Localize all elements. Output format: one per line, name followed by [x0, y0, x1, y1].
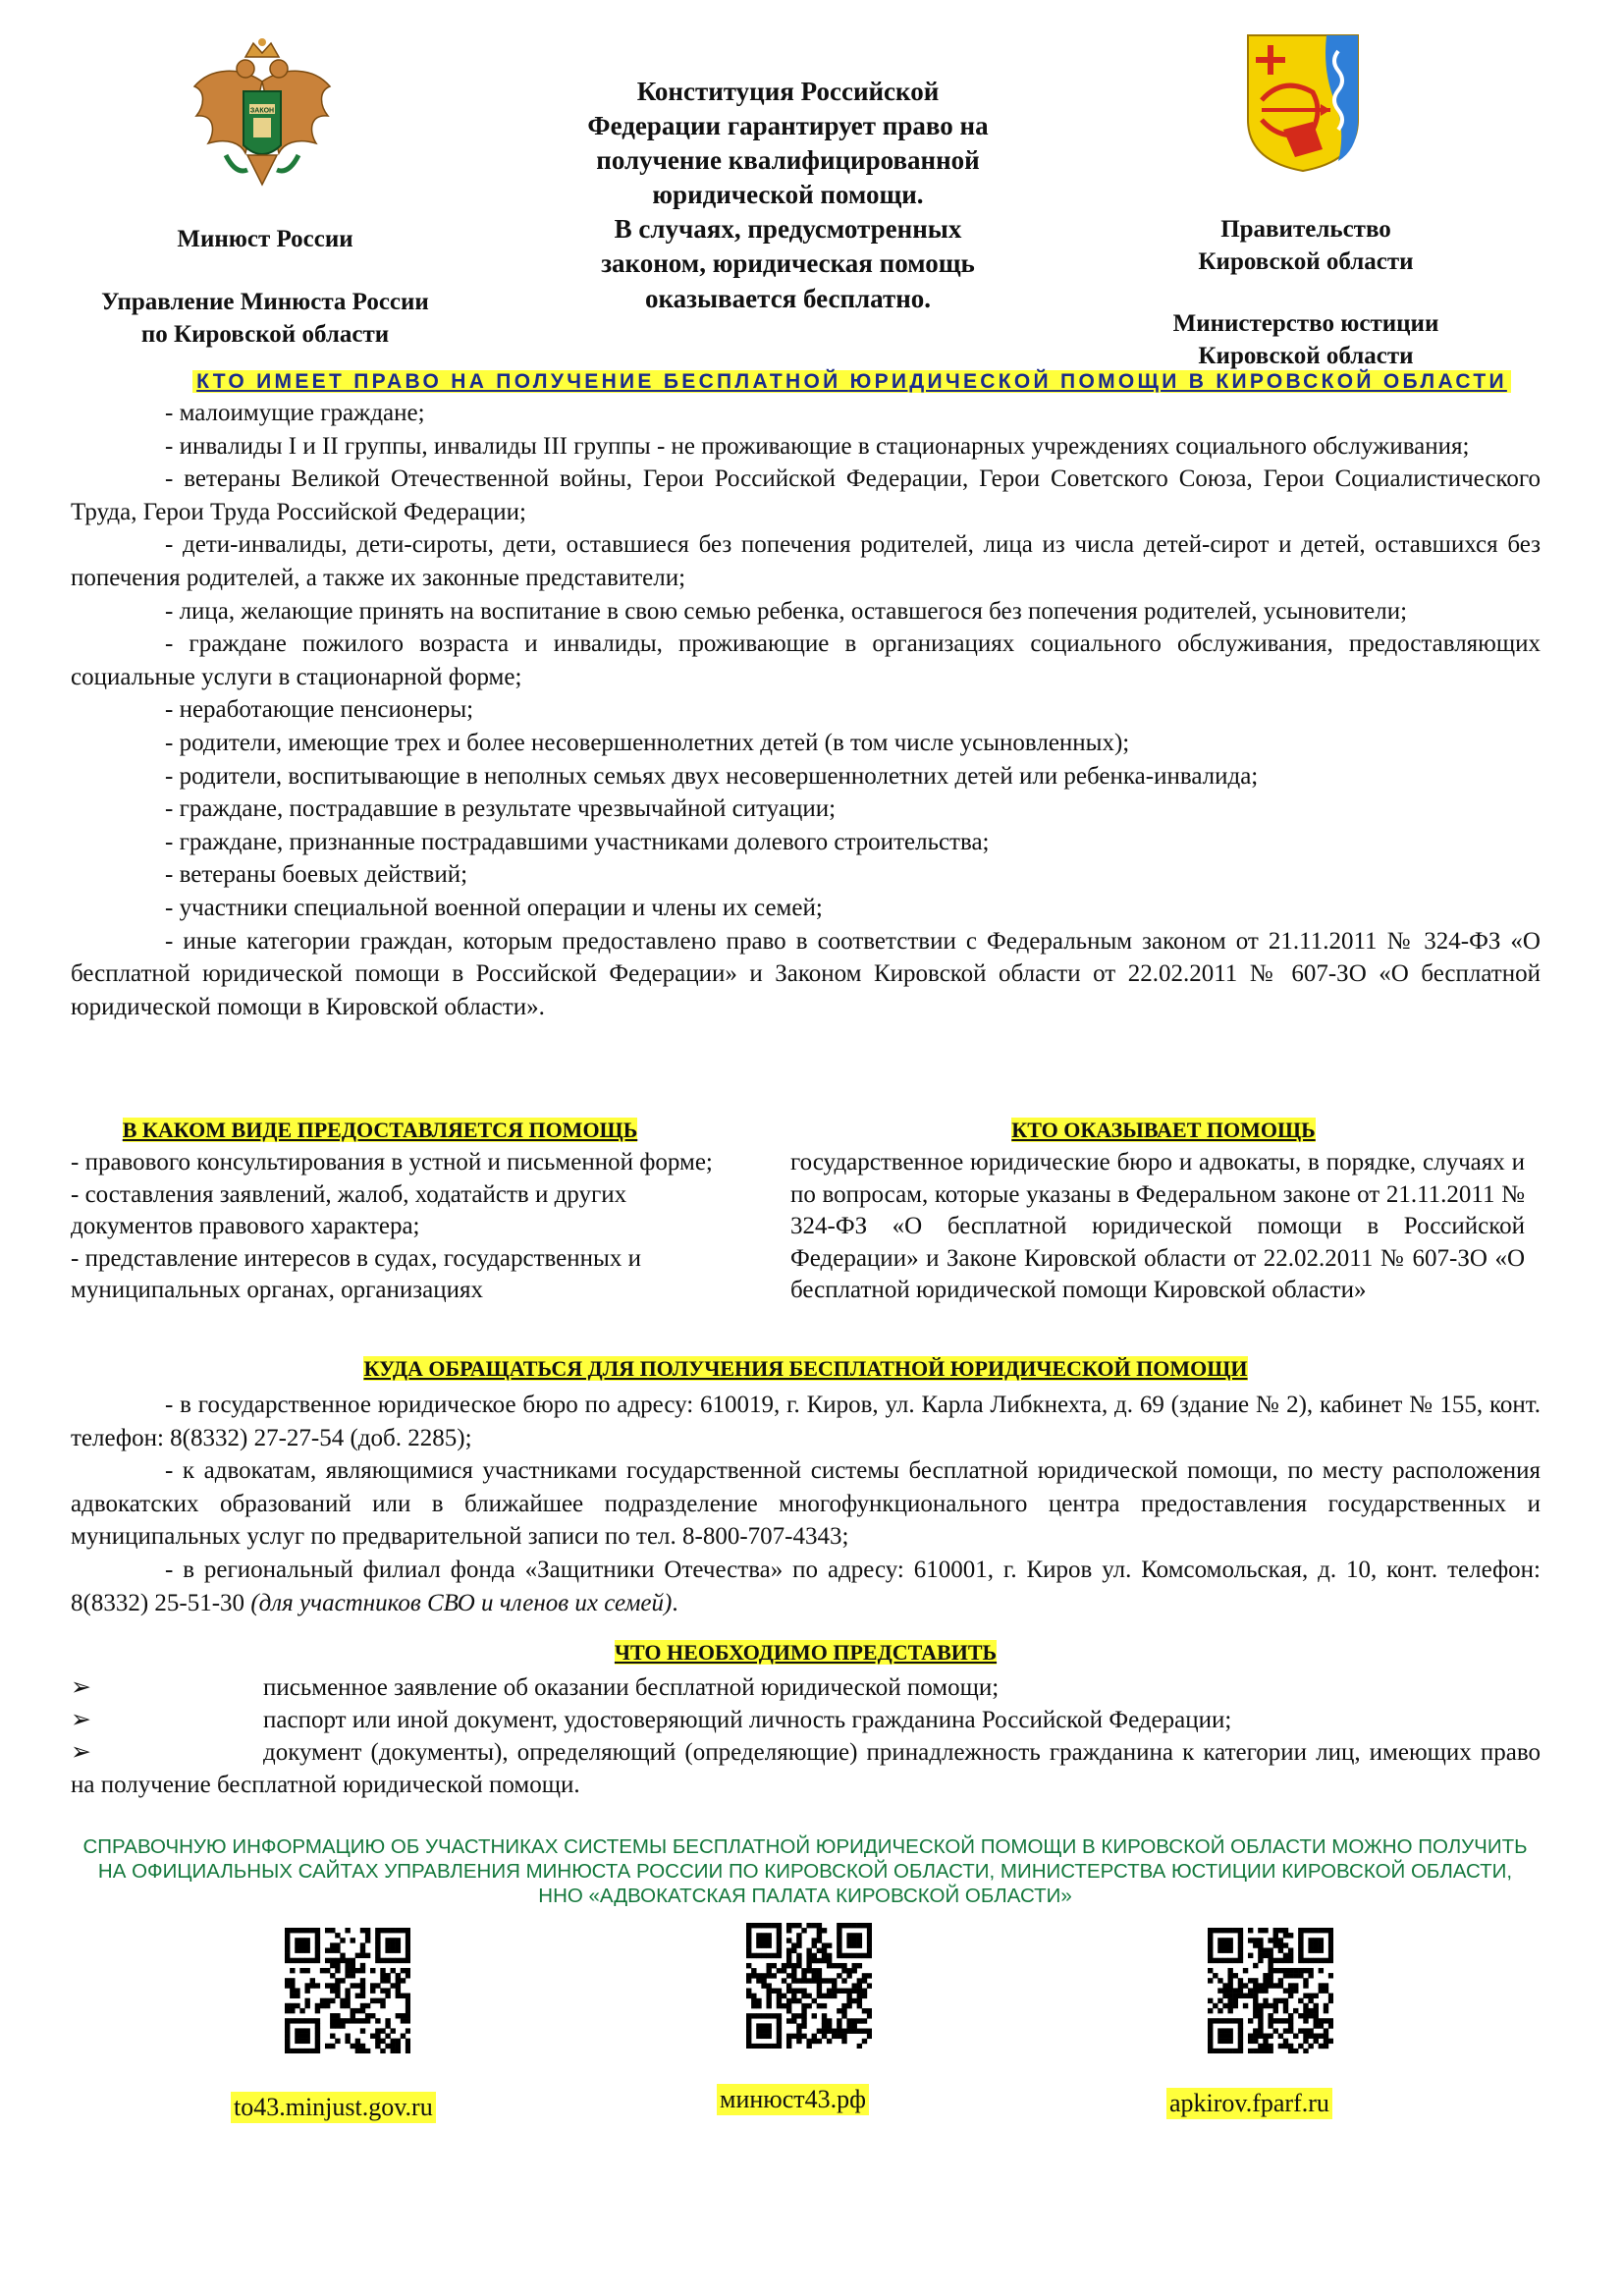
arrow-bullet-icon: ➢ — [71, 1739, 91, 1766]
constitution-statement — [520, 75, 1055, 316]
left-org-name: Минюст России — [177, 226, 353, 252]
who-section-title — [93, 369, 1610, 394]
where-section-title-text: КУДА ОБРАЩАТЬСЯ ДЛЯ ПОЛУЧЕНИЯ БЕСПЛАТНОЙ ЮРИДИЧЕСКОЙ ПОМОЩИ — [363, 1356, 1248, 1381]
list-item: - неработающие пенсионеры; — [165, 696, 474, 724]
list-item: - дети-инвалиды, дети-сироты, дети, оставшиеся без попечения родителей, лица из числа детей-сирот и детей, оставшихся без попечения родителей, а также их законные представители; — [71, 531, 1541, 591]
list-item-text: письменное заявление об оказании бесплатной юридической помощи; — [263, 1674, 1000, 1701]
right-org-line-2: Кировской области — [1198, 247, 1414, 275]
list-item: - правового консультирования в устной и письменной форме; — [71, 1149, 713, 1175]
list-item: - представление интересов в судах, государственных и муниципальных органах, организациях — [71, 1244, 641, 1304]
left-dept-line-2: по Кировской области — [140, 320, 390, 348]
qr-code-icon — [1208, 1928, 1333, 2053]
double-headed-eagle-emblem-icon — [187, 37, 339, 212]
provider-section-text — [790, 1147, 1525, 1307]
kirov-coat-of-arms — [1244, 31, 1362, 174]
where-section-list — [71, 1389, 1541, 1619]
reference-note: СПРАВОЧНУЮ ИНФОРМАЦИЮ ОБ УЧАСТНИКАХ СИСТЕМЫ БЕСПЛАТНОЙ ЮРИДИЧЕСКОЙ ПОМОЩИ В КИРОВСКОЙ ОБЛАСТИ МОЖНО ПОЛУЧИТЬ НА ОФИЦИАЛЬНЫХ САЙТАХ УПРАВЛЕНИЯ МИНЮСТА РОССИИ ПО КИРОВСКОЙ ОБЛАСТИ, МИНИСТЕРСТВА ЮСТИЦИИ КИРОВСКОЙ ОБЛАСТИ, ННО «АДВОКАТСКАЯ ПАЛАТА КИРОВСКОЙ ОБЛАСТИ» — [82, 1835, 1528, 1907]
fund-end: . — [672, 1589, 678, 1616]
docs-section-title-text: ЧТО НЕОБХОДИМО ПРЕДСТАВИТЬ — [614, 1640, 998, 1665]
left-dept-line-1: Управление Минюста России — [101, 289, 429, 315]
list-item — [71, 1736, 1541, 1801]
fund-audience-note: (для участников СВО и членов их семей) — [250, 1589, 673, 1616]
constitution-line-5: В случаях, предусмотренных — [614, 214, 962, 245]
provider-section-title-text: КТО ОКАЗЫВАЕТ ПОМОЩЬ — [1011, 1118, 1316, 1142]
link-minjust43[interactable]: минюст43.рф — [717, 2084, 869, 2115]
docs-section-title — [71, 1640, 1541, 1666]
form-section-title — [71, 1118, 689, 1143]
list-item: - граждане, признанные пострадавшими участниками долевого строительства; — [165, 828, 990, 855]
list-item-text: паспорт или иной документ, удостоверяющий личность гражданина Российской Федерации; — [263, 1707, 1232, 1733]
list-item: - лица, желающие принять на воспитание в свою семью ребенка, оставшегося без попечения родителей, усыновители; — [165, 597, 1408, 625]
right-org-line-1: Правительство — [1220, 216, 1391, 243]
qr-code-apkirov[interactable] — [1208, 1928, 1333, 2053]
list-item: - малоимущие граждане; — [165, 400, 425, 426]
qr-code-icon — [746, 1923, 872, 2049]
qr-code-icon — [285, 1928, 410, 2053]
where-section-title — [71, 1356, 1541, 1382]
form-section-list — [71, 1147, 748, 1307]
provider-section-title — [790, 1118, 1537, 1143]
qr-code-minjust43[interactable] — [746, 1923, 872, 2049]
list-item: - инвалиды I и II группы, инвалиды III группы - не проживающие в стационарных учреждениях социального обслуживания; — [165, 432, 1470, 460]
kirov-region-coat-of-arms-icon — [1244, 31, 1362, 174]
link-minjust[interactable]: to43.minjust.gov.ru — [231, 2092, 436, 2123]
constitution-line-2: Федерации гарантирует право на — [587, 111, 989, 141]
arrow-bullet-icon: ➢ — [71, 1674, 91, 1701]
list-item: - иные категории граждан, которым предоставлено право в соответствии с Федеральным законом от 21.11.2011 № 324-ФЗ «О бесплатной юридической помощи в Российской Федерации» и Законом Кировской области от 22.02.2011 № 607-ЗО «О бесплатной юридической помощи в Кировской области». — [71, 927, 1541, 1020]
list-item — [71, 1704, 1541, 1736]
form-section-title-text: В КАКОМ ВИДЕ ПРЕДОСТАВЛЯЕТСЯ ПОМОЩЬ — [122, 1118, 638, 1142]
qr-code-minjust[interactable] — [285, 1928, 410, 2053]
list-item: - составления заявлений, жалоб, ходатайств и других документов правового характера; — [71, 1180, 627, 1240]
list-item: - родители, имеющие трех и более несовершеннолетних детей (в том числе усыновленных); — [165, 729, 1130, 756]
who-section-list — [71, 397, 1541, 1023]
who-section-title-text: КТО ИМЕЕТ ПРАВО НА ПОЛУЧЕНИЕ БЕСПЛАТНОЙ ЮРИДИЧЕСКОЙ ПОМОЩИ В КИРОВСКОЙ ОБЛАСТИ — [192, 370, 1511, 393]
list-item-text: документ (документы), определяющий (определяющие) принадлежность гражданина к категории лиц, имеющих право на получение бесплатной юридической помощи. — [71, 1739, 1541, 1798]
list-item: - в государственное юридическое бюро по адресу: 610019, г. Киров, ул. Карла Либкнехта, д. 69 (здание № 2), кабинет № 155, конт. телефон: 8(8332) 27-27-54 (доб. 2285); — [71, 1392, 1541, 1451]
list-item: - участники специальной военной операции и члены их семей; — [165, 894, 823, 921]
right-dept-line-2: Кировской области — [1198, 342, 1414, 369]
arrow-bullet-icon: ➢ — [71, 1707, 91, 1733]
constitution-line-1: Конституция Российской — [636, 77, 940, 106]
right-org-name — [1119, 214, 1492, 278]
right-dept-name — [1109, 308, 1502, 372]
list-item — [71, 1671, 1541, 1704]
list-item: - граждане пожилого возраста и инвалиды, проживающие в организациях социального обслуживания, предоставляющих социальные услуги в стационарной форме; — [71, 630, 1541, 690]
constitution-line-3: получение квалифицированной — [596, 145, 980, 176]
constitution-line-4: юридической помощи. — [652, 180, 924, 210]
right-dept-line-1: Министерство юстиции — [1172, 310, 1439, 337]
list-item — [71, 1554, 1541, 1619]
constitution-line-6: законом, юридическая помощь — [601, 248, 975, 279]
minjust-emblem — [187, 37, 339, 212]
constitution-line-7: оказывается бесплатно. — [644, 283, 932, 313]
list-item: - граждане, пострадавшие в результате чрезвычайной ситуации; — [165, 795, 837, 823]
link-apkirov[interactable]: apkirov.fparf.ru — [1166, 2088, 1332, 2119]
left-dept-name — [69, 287, 461, 351]
list-item: - к адвокатам, являющимися участниками государственной системы бесплатной юридической помощи, по месту расположения адвокатских образований или в ближайшее подразделение многофункционального центра предоставления государственных и муниципальных услуг по предварительной записи по тел. 8-800-707-4343; — [71, 1457, 1541, 1551]
list-item: - родители, воспитывающие в неполных семьях двух несовершеннолетних детей или ребенка-инвалида; — [165, 762, 1259, 790]
emblem-label: ЗАКОН — [249, 107, 275, 115]
list-item: - ветераны боевых действий; — [165, 861, 468, 889]
docs-section-list — [71, 1671, 1541, 1801]
provider-paragraph: государственное юридические бюро и адвокаты, в порядке, случаях и по вопросам, которые указаны в Федеральном законе от 21.11.2011 № 324-ФЗ «О бесплатной юридической помощи в Российской Федерации» и Законе Кировской области от 22.02.2011 № 607-ЗО «О бесплатной юридической помощи Кировской области» — [790, 1149, 1525, 1304]
fund-address: - в региональный филиал фонда «Защитники Отечества» по адресу: 610001, г. Киров ул. Комсомольская, д. 10, конт. телефон: 8(8332) 25-51-30 — [71, 1556, 1541, 1616]
list-item: - ветераны Великой Отечественной войны, Герои Российской Федерации, Герои Советского Союза, Герои Социалистического Труда, Герои Труда Российской Федерации; — [71, 465, 1541, 525]
